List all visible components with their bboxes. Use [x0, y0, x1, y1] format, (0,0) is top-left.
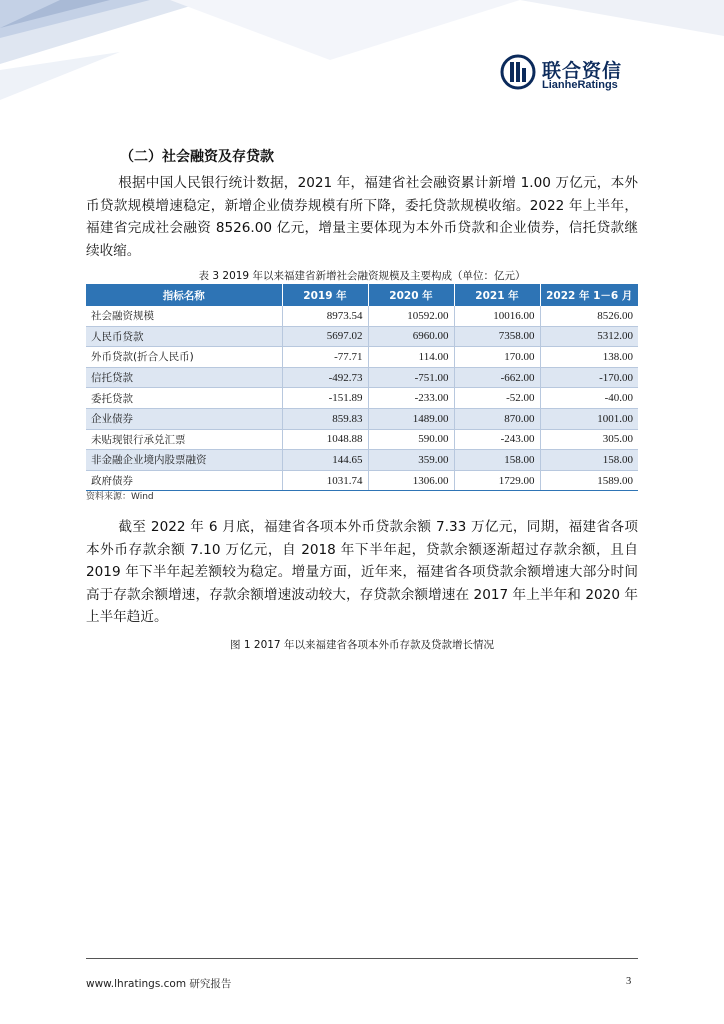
table-header-row [86, 284, 638, 306]
header-2021: 2021 年 [454, 284, 540, 306]
cell-value: 1001.00 [540, 408, 638, 429]
table-source: 资料来源：Wind [86, 492, 154, 502]
cell-value: 170.00 [454, 347, 540, 368]
cell-value: 1729.00 [454, 470, 540, 491]
table-row [86, 408, 638, 429]
cell-value: 138.00 [540, 347, 638, 368]
section-title: （二）社会融资及存贷款 [120, 149, 274, 165]
cell-value: 1589.00 [540, 470, 638, 491]
table-row [86, 306, 638, 326]
table-row [86, 388, 638, 409]
brand-logo [500, 54, 650, 94]
table-row [86, 470, 638, 491]
cell-value: 158.00 [454, 450, 540, 471]
table-caption: 表 3 2019 年以来福建省新增社会融资规模及主要构成（单位：亿元） [198, 270, 526, 282]
cell-value: 5697.02 [282, 326, 368, 347]
paragraph-deposits-loans [86, 516, 638, 629]
cell-value: 114.00 [368, 347, 454, 368]
header-indicator: 指标名称 [86, 284, 282, 306]
footer-divider [86, 958, 638, 959]
figure-caption: 图 1 2017 年以来福建省各项本外币存款及贷款增长情况 [230, 639, 494, 651]
row-label: 信托贷款 [86, 367, 282, 388]
cell-value: -77.71 [282, 347, 368, 368]
cell-value: 8973.54 [282, 306, 368, 326]
footer-website: www.lhratings.com 研究报告 [86, 978, 232, 990]
cell-value: -243.00 [454, 429, 540, 450]
cell-value: 10592.00 [368, 306, 454, 326]
table-row [86, 450, 638, 471]
brand-name-cn: 联合资信 [542, 60, 623, 82]
row-label: 委托贷款 [86, 388, 282, 409]
row-label: 非金融企业境内股票融资 [86, 450, 282, 471]
header-2022h1: 2022 年 1－6 月 [540, 284, 638, 306]
table-row [86, 429, 638, 450]
cell-value: 7358.00 [454, 326, 540, 347]
table-row [86, 347, 638, 368]
cell-value: 144.65 [282, 450, 368, 471]
social-financing-table [86, 284, 638, 491]
row-label: 未贴现银行承兑汇票 [86, 429, 282, 450]
cell-value: -492.73 [282, 367, 368, 388]
cell-value: 1306.00 [368, 470, 454, 491]
cell-value: 359.00 [368, 450, 454, 471]
cell-value: 870.00 [454, 408, 540, 429]
cell-value: 1048.88 [282, 429, 368, 450]
paragraph-social-financing [86, 172, 638, 262]
cell-value: 10016.00 [454, 306, 540, 326]
table-row [86, 367, 638, 388]
header-2019: 2019 年 [282, 284, 368, 306]
row-label: 政府债券 [86, 470, 282, 491]
paragraph-2-text: 截至 2022 年 6 月底，福建省各项本外币贷款余额 7.33 万亿元，同期，福建省各项本外币存款余额 7.10 万亿元，自 2018 年下半年起，贷款余额逐渐超过存款余额，且自 2019 年下半年起差额较为稳定。增量方面，近年来，福建省各项贷款余额增速大部分时间高于存款余额增速，存款余额增速波动较大，存贷款余额增速在 2017 年上半年和 2020 年上半年趋近。 [86, 519, 638, 626]
row-label: 外币贷款(折合人民币) [86, 347, 282, 368]
cell-value: 859.83 [282, 408, 368, 429]
row-label: 社会融资规模 [86, 306, 282, 326]
row-label: 人民币贷款 [86, 326, 282, 347]
header-2020: 2020 年 [368, 284, 454, 306]
row-label: 企业债券 [86, 408, 282, 429]
cell-value: -40.00 [540, 388, 638, 409]
cell-value: -52.00 [454, 388, 540, 409]
cell-value: 1489.00 [368, 408, 454, 429]
cell-value: 1031.74 [282, 470, 368, 491]
cell-value: 305.00 [540, 429, 638, 450]
cell-value: 8526.00 [540, 306, 638, 326]
cell-value: 6960.00 [368, 326, 454, 347]
cell-value: 5312.00 [540, 326, 638, 347]
paragraph-1-text: 根据中国人民银行统计数据，2021 年，福建省社会融资累计新增 1.00 万亿元，本外币贷款规模增速稳定，新增企业债券规模有所下降，委托贷款规模收缩。2022 年上半年，福建省完成社会融资 8526.00 亿元，增量主要体现为本外币贷款和企业债券，信托贷款继续收缩。 [86, 175, 638, 259]
cell-value: -662.00 [454, 367, 540, 388]
lianhe-logo-icon [500, 54, 536, 90]
cell-value: -151.89 [282, 388, 368, 409]
cell-value: 158.00 [540, 450, 638, 471]
table-row [86, 326, 638, 347]
cell-value: 590.00 [368, 429, 454, 450]
cell-value: -751.00 [368, 367, 454, 388]
cell-value: -170.00 [540, 367, 638, 388]
page-number: 3 [626, 976, 632, 987]
brand-name-en: LianheRatings [542, 79, 618, 91]
cell-value: -233.00 [368, 388, 454, 409]
